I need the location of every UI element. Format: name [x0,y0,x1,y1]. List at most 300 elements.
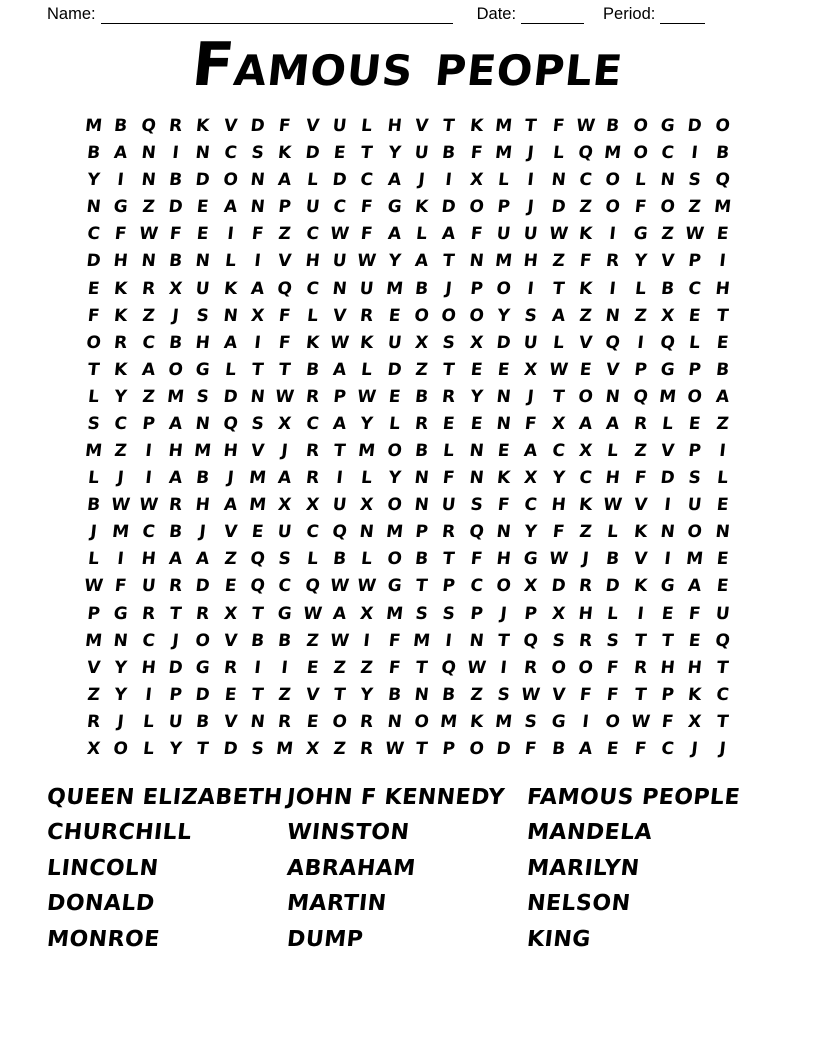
grid-cell: R [441,386,457,407]
grid-cell: N [413,467,430,488]
grid-cell: Z [633,305,648,326]
grid-cell: L [223,250,237,271]
grid-cell: B [441,684,457,705]
grid-cell: H [550,494,567,515]
grid-cell: C [578,467,593,488]
grid-cell: E [223,684,238,705]
grid-cell: I [116,169,126,190]
grid-cell: I [444,630,454,651]
grid-cell: N [604,386,622,407]
grid-cell: P [414,521,429,542]
grid-cell: Q [577,142,594,163]
grid-cell: B [277,630,293,651]
grid-cell: M [111,521,131,542]
grid-cell: M [84,115,104,136]
grid-cell: X [359,494,375,515]
grid-cell: B [86,142,102,163]
grid-cell: A [523,440,539,461]
grid-cell: U [195,278,211,299]
name-blank-line [101,6,453,24]
grid-cell: T [551,386,566,407]
grid-cell: A [714,386,730,407]
grid-cell: T [496,630,511,651]
grid-cell: A [277,169,293,190]
grid-cell: B [168,332,184,353]
grid-cell: V [660,250,676,271]
grid-cell: M [685,548,705,569]
grid-cell: H [659,657,676,678]
grid-cell: N [249,169,266,190]
grid-cell: O [112,738,130,759]
grid-cell: N [249,196,266,217]
grid-cell: F [578,250,593,271]
grid-cell: Y [113,657,129,678]
grid-cell: X [277,494,293,515]
grid-cell: I [144,684,153,705]
grid-cell: W [137,494,159,515]
grid-cell: E [496,359,511,380]
grid-cell: L [442,440,456,461]
grid-cell: T [278,359,292,380]
grid-cell: A [414,250,430,271]
grid-cell: R [359,711,375,732]
grid-cell: F [524,413,538,434]
grid-cell: Z [359,657,375,678]
grid-cell: H [714,278,731,299]
grid-cell: U [441,494,457,515]
grid-cell: Y [387,142,402,163]
grid-cell: M [193,440,213,461]
grid-cell: D [194,684,212,705]
grid-cell: F [360,196,374,217]
word-item: CHURCHILL [45,820,193,846]
grid-cell: H [140,657,157,678]
grid-cell: M [248,467,268,488]
grid-cell: A [386,223,402,244]
grid-cell: R [168,575,184,596]
grid-cell: L [87,467,101,488]
word-item: MANDELA [525,820,654,846]
grid-cell: K [468,711,484,732]
grid-cell: J [171,630,180,651]
grid-cell: P [141,413,156,434]
grid-cell: M [275,738,295,759]
word-item: MARTIN [285,891,388,917]
grid-cell: O [386,548,403,569]
grid-cell: O [194,630,212,651]
grid-cell: H [194,494,212,515]
grid-cell: E [387,386,402,407]
word-item: MONROE [45,926,162,952]
grid-cell: Y [359,413,375,434]
grid-cell: V [250,440,266,461]
grid-cell: P [687,359,703,380]
period-label: Period: [603,5,656,23]
grid-cell: X [687,711,703,732]
grid-cell: D [167,657,184,678]
grid-cell: O [386,440,403,461]
grid-cell: F [606,684,620,705]
grid-cell: J [116,467,126,488]
word-item: NELSON [525,891,632,917]
grid-cell: N [468,250,485,271]
grid-cell: N [604,305,622,326]
grid-cell: X [550,413,566,434]
grid-cell: F [469,142,484,163]
grid-cell: F [496,494,511,515]
grid-cell: D [304,142,321,163]
grid-cell: O [440,305,458,326]
grid-cell: U [687,494,703,515]
grid-cell: F [551,115,566,136]
grid-cell: D [194,169,212,190]
grid-cell: Q [249,575,266,596]
grid-cell: C [141,521,156,542]
word-list-column [527,780,767,957]
grid-cell: X [168,278,184,299]
grid-cell: C [578,169,593,190]
grid-cell: F [551,521,566,542]
grid-cell: R [578,630,594,651]
grid-cell: B [441,142,457,163]
grid-cell: C [141,332,156,353]
grid-cell: T [414,657,429,678]
grid-cell: E [715,223,730,244]
grid-cell: S [469,494,484,515]
grid-cell: U [413,142,430,163]
grid-cell: B [660,278,676,299]
grid-cell: B [414,278,430,299]
grid-cell: X [304,738,320,759]
grid-cell: O [604,711,622,732]
grid-cell: D [659,467,676,488]
grid-cell: D [604,575,622,596]
grid-cell: L [606,603,620,624]
grid-cell: O [85,332,102,353]
grid-cell: E [223,575,238,596]
grid-cell: N [495,413,512,434]
grid-cell: T [250,359,265,380]
grid-cell: J [718,738,727,759]
grid-cell: A [168,413,184,434]
grid-cell: H [577,603,594,624]
grid-cell: X [277,413,293,434]
grid-cell: R [523,657,539,678]
grid-cell: F [387,657,402,678]
grid-cell: R [441,521,457,542]
grid-cell: I [690,142,700,163]
grid-cell: C [305,521,320,542]
grid-cell: N [468,440,485,461]
grid-cell: E [688,305,702,326]
grid-cell: E [688,413,702,434]
grid-cell: P [441,575,457,596]
grid-cell: Z [578,521,593,542]
grid-cell: N [85,196,102,217]
grid-cell: S [496,684,511,705]
grid-cell: D [550,575,567,596]
grid-cell: I [526,278,536,299]
grid-cell: L [606,440,620,461]
grid-cell: G [550,711,567,732]
grid-cell: C [305,223,320,244]
grid-cell: Y [469,386,484,407]
word-item: JOHN F KENNEDY [285,785,506,811]
grid-cell: L [715,467,729,488]
date-blank-line [521,6,584,24]
grid-cell: O [577,657,594,678]
grid-cell: L [87,386,101,407]
grid-cell: Z [277,223,293,244]
grid-cell: Y [523,521,539,542]
grid-cell: R [304,467,320,488]
grid-cell: X [468,169,484,190]
grid-cell: Q [440,657,458,678]
grid-cell: O [577,386,594,407]
grid-cell: A [605,413,621,434]
grid-cell: X [523,467,539,488]
grid-cell: R [86,711,102,732]
grid-cell: C [660,738,675,759]
grid-cell: G [386,196,403,217]
grid-cell: U [277,521,293,542]
date-label: Date: [476,5,517,23]
grid-cell: P [687,440,703,461]
grid-cell: R [277,711,293,732]
grid-cell: N [331,278,348,299]
grid-cell: F [633,467,648,488]
grid-cell: B [714,359,730,380]
grid-cell: N [413,684,430,705]
grid-cell: R [140,278,156,299]
grid-cell: I [581,711,590,732]
grid-cell: L [87,548,101,569]
grid-cell: T [414,738,429,759]
grid-cell: F [442,467,456,488]
grid-cell: P [168,684,183,705]
grid-cell: C [113,413,129,434]
grid-cell: T [551,278,566,299]
grid-cell: R [359,305,375,326]
grid-cell: V [222,711,238,732]
grid-cell: J [116,711,126,732]
grid-cell: O [604,169,622,190]
grid-cell: H [686,657,704,678]
grid-cell: F [114,223,128,244]
grid-cell: Z [223,548,238,569]
grid-cell: D [495,332,512,353]
grid-cell: D [495,738,512,759]
grid-cell: N [249,711,266,732]
grid-cell: P [277,196,293,217]
grid-cell: L [223,359,237,380]
grid-cell: M [494,250,514,271]
grid-cell: Z [141,386,156,407]
grid-cell: L [633,278,647,299]
grid-cell: P [469,278,484,299]
grid-cell: N [194,250,212,271]
grid-cell: Q [659,332,676,353]
grid-cell: C [277,575,293,596]
grid-cell: X [523,575,539,596]
grid-cell: F [578,684,593,705]
grid-cell: H [495,548,512,569]
grid-cell: J [171,305,180,326]
grid-cell: K [496,467,512,488]
grid-cell: Q [249,548,266,569]
grid-cell: V [414,115,430,136]
grid-cell: R [140,603,156,624]
grid-cell: S [523,711,539,732]
grid-cell: K [113,305,129,326]
grid-cell: C [687,278,703,299]
grid-cell: Q [468,521,485,542]
grid-cell: S [687,169,703,190]
grid-cell: R [359,738,375,759]
grid-cell: N [468,630,485,651]
grid-cell: O [495,575,512,596]
grid-cell: V [304,684,320,705]
grid-cell: X [468,332,484,353]
grid-cell: N [222,305,239,326]
grid-cell: S [551,630,566,651]
grid-cell: W [356,575,378,596]
grid-cell: A [578,738,594,759]
word-item: KING [525,926,593,952]
grid-cell: D [686,115,704,136]
grid-cell: I [253,332,262,353]
grid-cell: I [526,169,536,190]
grid-cell: W [329,332,351,353]
grid-cell: I [499,657,508,678]
grid-cell: Q [714,630,731,651]
grid-cell: R [605,250,621,271]
grid-cell: K [304,332,320,353]
grid-cell: J [499,603,508,624]
grid-cell: C [305,278,320,299]
grid-cell: X [304,494,320,515]
grid-cell: K [578,278,594,299]
grid-cell: P [86,603,101,624]
grid-cell: R [304,440,320,461]
grid-cell: F [524,738,538,759]
grid-cell: C [715,684,730,705]
grid-cell: B [195,467,211,488]
grid-cell: U [359,278,375,299]
grid-cell: P [469,603,484,624]
grid-cell: O [468,196,485,217]
grid-cell: M [494,711,514,732]
grid-cell: A [113,142,129,163]
grid-cell: H [604,467,622,488]
grid-cell: E [86,278,101,299]
grid-cell: L [141,711,155,732]
grid-cell: E [196,196,210,217]
grid-cell: I [718,440,727,461]
grid-cell: V [222,115,238,136]
grid-cell: C [551,440,566,461]
grid-cell: W [465,657,487,678]
grid-cell: S [414,603,429,624]
grid-cell: H [194,332,212,353]
grid-cell: K [578,494,594,515]
grid-cell: N [659,521,676,542]
grid-cell: R [168,115,184,136]
grid-cell: Z [578,196,593,217]
grid-cell: W [329,223,351,244]
grid-cell: D [440,196,458,217]
grid-cell: N [358,521,376,542]
grid-cell: P [332,386,347,407]
grid-cell: U [714,603,731,624]
grid-cell: E [715,332,730,353]
grid-cell: L [305,169,319,190]
grid-cell: D [85,250,102,271]
grid-cell: W [629,711,651,732]
grid-cell: J [581,548,590,569]
grid-cell: K [578,223,594,244]
grid-cell: Y [551,467,566,488]
grid-cell: F [688,603,702,624]
grid-cell: C [332,196,347,217]
grid-cell: M [439,711,459,732]
grid-cell: B [113,115,129,136]
grid-cell: V [632,494,648,515]
grid-cell: A [332,413,348,434]
grid-cell: L [360,115,374,136]
grid-cell: D [194,575,212,596]
grid-cell: I [116,548,126,569]
grid-cell: J [198,521,208,542]
grid-cell: B [250,630,266,651]
grid-cell: O [413,305,430,326]
grid-cell: B [168,169,184,190]
grid-cell: C [305,413,320,434]
grid-cell: A [140,359,156,380]
grid-cell: B [414,386,430,407]
grid-cell: F [633,738,648,759]
grid-cell: N [140,169,157,190]
word-item: QUEEN ELIZABETH [45,785,284,811]
grid-cell: T [442,250,456,271]
grid-cell: A [168,548,184,569]
grid-cell: F [360,223,374,244]
grid-cell: H [112,250,130,271]
grid-cell: R [113,332,129,353]
grid-cell: O [659,196,676,217]
grid-cell: V [222,630,238,651]
grid-cell: R [632,657,648,678]
grid-cell: W [383,738,405,759]
grid-cell: O [413,711,430,732]
grid-cell: C [86,223,101,244]
grid-cell: B [86,494,102,515]
grid-cell: K [113,278,129,299]
grid-cell: V [632,548,648,569]
grid-cell: E [578,359,593,380]
grid-cell: X [359,603,375,624]
grid-cell: F [387,630,402,651]
grid-cell: L [606,521,620,542]
grid-cell: I [608,223,618,244]
grid-cell: T [86,359,101,380]
grid-cell: F [168,223,183,244]
grid-cell: B [605,548,621,569]
grid-cell: P [441,738,457,759]
grid-cell: P [660,684,675,705]
grid-cell: B [414,440,430,461]
grid-cell: M [712,196,732,217]
